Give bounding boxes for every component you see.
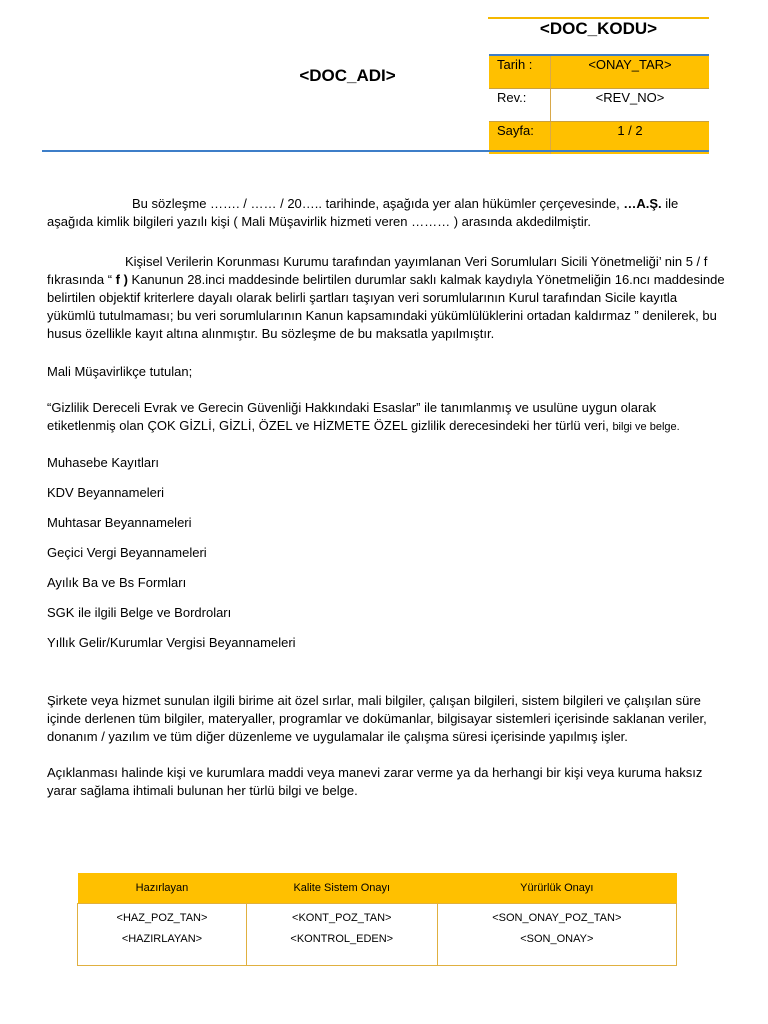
- meta-value-revision: <REV_NO>: [595, 90, 665, 105]
- approval-header-row: [78, 873, 677, 904]
- approval-header-effective: Yürürlük Onayı: [437, 873, 676, 904]
- approval-name-quality: <KONTROL_EDEN>: [246, 931, 437, 966]
- classified-text-start: “Gizlilik Dereceli Evrak ve Gerecin Güvenliği Hakkındaki Esaslar” ile tanımlanmış ve usulüne uygun olarak etiketlenmiş olan ÇOK GİZLİ, GİZLİ, ÖZEL ve HİZMETE ÖZEL gizlilik derecesindeki her türlü veri,: [47, 400, 657, 433]
- header-bottom-rule: [42, 150, 709, 152]
- legal-text-end: Kanunun 28.inci maddesinde belirtilen durumlar saklı kalmak kaydıyla Yönetmeliğin 16.ncı maddesinde belirtilen objektif kriterlere dayalı olarak belirli şartları taşıyan veri sorumlularının Kurul tarafından Sicile kayıtla yükümlü tutulmaması; bu veri sorumlularının Kanun kapsamındaki yükümlülüklerini ortadan kaldırmaz ” denilerek, bu husus özellikle kayıt altına alınmıştır. Bu sözleşme de bu maksatla yapılmıştır.: [47, 272, 725, 341]
- document-body: [47, 195, 727, 800]
- intro-text-start: Bu sözleşme ……. / …… / 20….. tarihinde, aşağıda yer alan hükümler çerçevesinde,: [132, 196, 624, 211]
- disclosure-harm-paragraph: Açıklanması halinde kişi ve kurumlara maddi veya manevi zarar verme ya da herhangi bir kişi veya kuruma haksız yarar sağlama ihtimali bulunan her türlü bilgi ve belge.: [47, 765, 703, 798]
- document-code: <DOC_KODU>: [539, 19, 658, 38]
- approval-table: [77, 873, 677, 966]
- list-item: KDV Beyannameleri: [47, 485, 165, 500]
- approval-header-prepared: Hazırlayan: [78, 873, 247, 904]
- meta-row-revision: [489, 88, 709, 121]
- company-name-placeholder: …A.Ş.: [623, 196, 662, 211]
- approval-position-row: [78, 904, 677, 932]
- list-item: SGK ile ilgili Belge ve Bordroları: [47, 605, 232, 620]
- list-item: Muhtasar Beyannameleri: [47, 515, 192, 530]
- list-item: Geçici Vergi Beyannameleri: [47, 545, 207, 560]
- approval-position-quality: <KONT_POZ_TAN>: [246, 904, 437, 932]
- document-title: <DOC_ADI>: [299, 66, 396, 85]
- meta-label-page: Sayfa:: [497, 123, 534, 138]
- classified-text-end: bilgi ve belge.: [612, 421, 680, 433]
- approval-header-quality: Kalite Sistem Onayı: [246, 873, 437, 904]
- meta-label-date: Tarih :: [497, 57, 533, 72]
- approval-position-prepared: <HAZ_POZ_TAN>: [78, 904, 247, 932]
- scope-intro-paragraph: Mali Müşavirlikçe tutulan;: [47, 364, 193, 379]
- company-secrets-paragraph: Şirkete veya hizmet sunulan ilgili birime ait özel sırlar, mali bilgiler, çalışan bilgileri, sistem bilgileri ve çalışılan süre içinde derlenen tüm bilgiler, materyaller, programlar ve dokümanlar, bilgisayar sistemleri içerisinde saklanan veriler, donanım / yazılım ve tüm diğer düzenleme ve uygulamalar ile çalışma süresi içerisinde yapılmış işler.: [47, 693, 707, 744]
- meta-value-page: 1 / 2: [617, 123, 643, 138]
- approval-position-effective: <SON_ONAY_POZ_TAN>: [437, 904, 676, 932]
- meta-row-date: [489, 54, 709, 88]
- meta-label-revision: Rev.:: [497, 90, 527, 105]
- agreement-intro-paragraph: [47, 195, 727, 231]
- list-item: Yıllık Gelir/Kurumlar Vergisi Beyannameleri: [47, 635, 296, 650]
- legal-basis-paragraph: [47, 253, 727, 343]
- legal-text-start: Kişisel Verilerin Korunması Kurumu tarafından yayımlanan Veri Sorumluları Sicili Yönetmeliği’ nin 5 / f fıkrasında “: [47, 254, 708, 287]
- approval-name-row: [78, 931, 677, 966]
- approval-name-effective: <SON_ONAY>: [437, 931, 676, 966]
- document-meta-table: [489, 54, 709, 154]
- clause-reference: f ): [115, 272, 128, 287]
- classified-info-paragraph: [47, 399, 727, 436]
- list-item: Muhasebe Kayıtları: [47, 455, 160, 470]
- approval-name-prepared: <HAZIRLAYAN>: [78, 931, 247, 966]
- document-type-list: [47, 454, 727, 664]
- list-item: Ayılık Ba ve Bs Formları: [47, 575, 187, 590]
- meta-value-date: <ONAY_TAR>: [588, 57, 672, 72]
- intro-text-end: ile aşağıda kimlik bilgileri yazılı kişi ( Mali Müşavirlik hizmeti veren ……… ) arasında akdedilmiştir.: [47, 196, 679, 229]
